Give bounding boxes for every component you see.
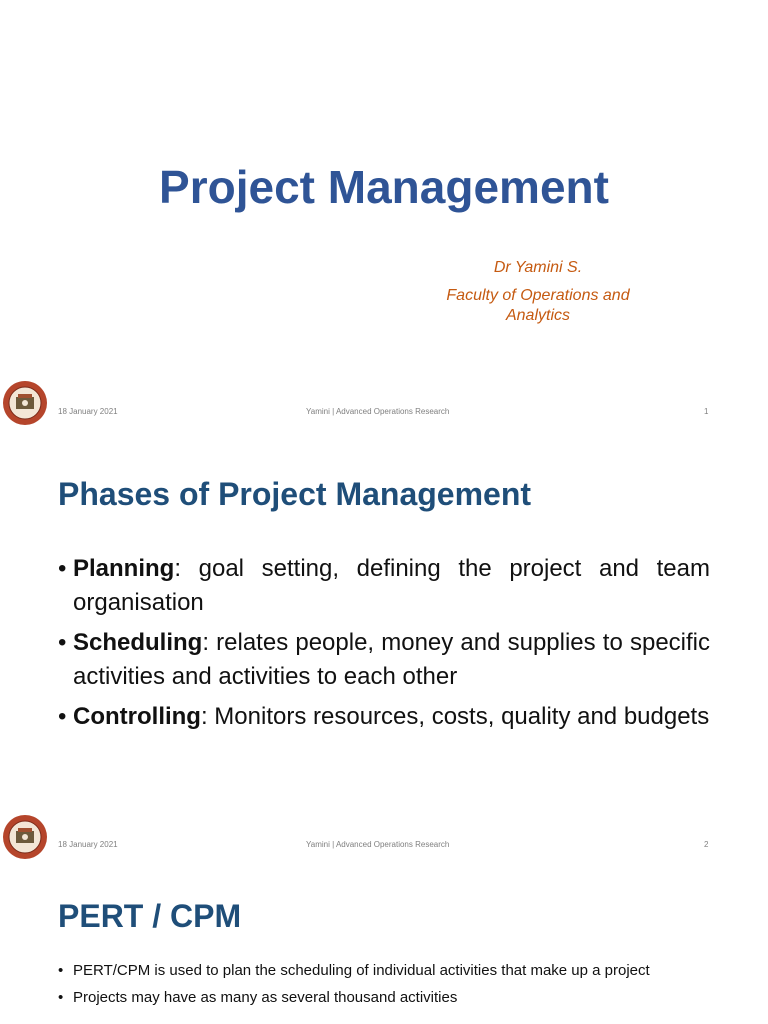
slide-title: Project Management xyxy=(159,161,609,213)
author-name: Dr Yamini S. xyxy=(493,259,583,276)
slide-number: 1 xyxy=(704,407,709,416)
bullet-dot-icon: • xyxy=(58,629,67,656)
bullet-text: PERT/CPM is used to plan the scheduling of individual activities that make up a project xyxy=(73,962,650,979)
bullet-dot-icon: • xyxy=(58,703,67,730)
bullet-item xyxy=(58,626,710,694)
bullet-item xyxy=(58,700,710,734)
slide-1 xyxy=(0,0,768,434)
footer-center: Yamini | Advanced Operations Research xyxy=(306,840,450,849)
author-affiliation: Faculty of Operations and Analytics xyxy=(446,287,630,324)
university-seal-icon xyxy=(2,814,48,860)
footer-date: 18 January 2021 xyxy=(58,840,118,849)
slide-heading: Phases of Project Management xyxy=(58,476,532,512)
bullet-item xyxy=(58,552,710,620)
slide-3 xyxy=(0,866,768,1024)
bullet-dot-icon: • xyxy=(58,555,67,582)
bullet-item xyxy=(58,984,698,1011)
bullet-term: Controlling xyxy=(73,703,201,730)
university-seal-icon xyxy=(2,380,48,426)
bullet-text: : goal setting, defining the project and team organisation xyxy=(73,555,710,616)
bullet-text: : relates people, money and supplies to specific activities and activities to each other xyxy=(73,629,710,690)
bullet-dot-icon: • xyxy=(58,989,64,1006)
bullet-term: Scheduling xyxy=(73,629,203,656)
bullet-term: Planning xyxy=(73,555,175,582)
bullet-list xyxy=(58,552,710,740)
bullet-dot-icon: • xyxy=(58,962,64,979)
bullet-text: Projects may have as many as several thousand activities xyxy=(73,989,458,1006)
slide-heading: PERT / CPM xyxy=(58,898,242,934)
slide-number: 2 xyxy=(704,840,709,849)
slide-2 xyxy=(0,434,768,866)
bullet-list xyxy=(58,957,698,1011)
footer-date: 18 January 2021 xyxy=(58,407,118,416)
bullet-text: : Monitors resources, costs, quality and budgets xyxy=(200,703,710,730)
bullet-item xyxy=(58,957,698,984)
footer-center: Yamini | Advanced Operations Research xyxy=(306,407,450,416)
